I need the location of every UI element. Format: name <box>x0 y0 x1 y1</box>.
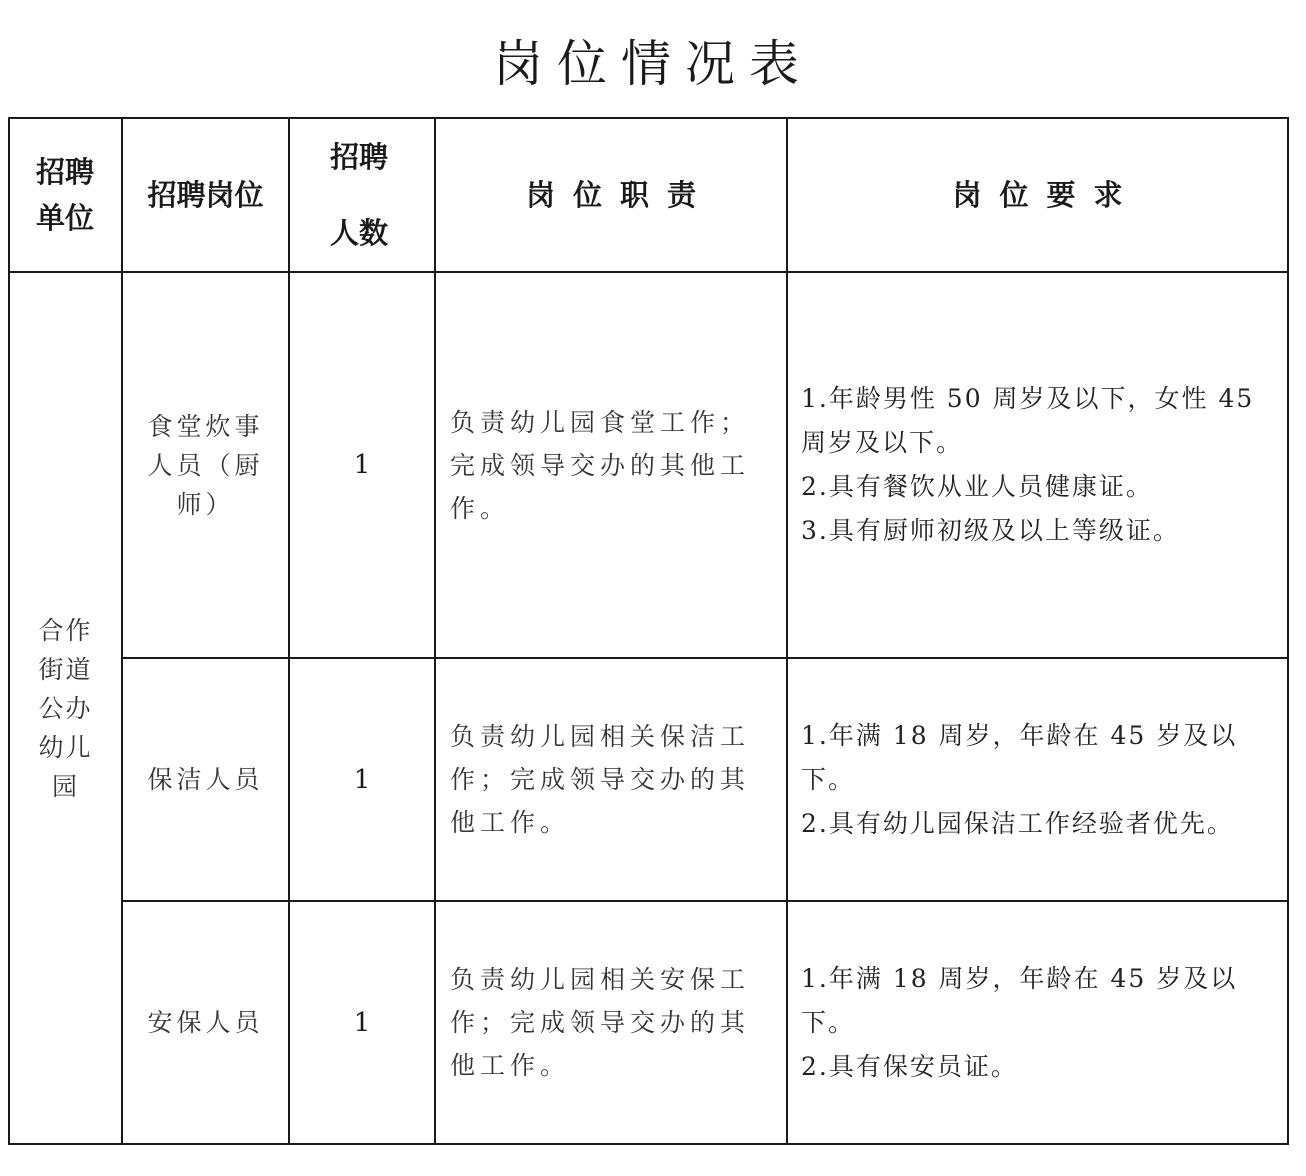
position-cell <box>122 658 289 901</box>
position-name: 保洁人员 <box>147 765 264 794</box>
position-name: 食堂炊事人员（厨师） <box>147 411 264 519</box>
header-unit-line-1: 招聘 <box>36 155 95 189</box>
header-count-line-2: 人数 <box>330 216 389 250</box>
header-position: 招聘岗位 <box>122 118 289 272</box>
requirement-line: 3.具有厨师初级及以上等级证。 <box>801 516 1180 545</box>
requirement-line: 1.年满 18 周岁，年龄在 45 岁及以下。 <box>801 963 1238 1037</box>
requirement-line: 2.具有保安员证。 <box>801 1051 1018 1081</box>
position-cell <box>122 272 289 658</box>
position-name: 安保人员 <box>147 1008 264 1037</box>
table-row <box>9 658 1288 901</box>
duty-line: 负责幼儿园食堂工作； <box>450 407 751 437</box>
unit-name: 合作街道公办幼儿园 <box>38 615 93 801</box>
requirement-line: 1.年满 18 周岁，年龄在 45 岁及以下。 <box>801 720 1238 794</box>
duty-line: 负责幼儿园相关安保工作；完成领导交办的其他工作。 <box>450 965 751 1080</box>
job-table <box>8 117 1289 1145</box>
count-cell: 1 <box>289 658 435 901</box>
duties-cell <box>435 901 787 1144</box>
requirement-line: 2.具有幼儿园保洁工作经验者优先。 <box>801 808 1234 838</box>
unit-cell <box>9 272 122 1144</box>
duty-line: 完成领导交办的其他工作。 <box>450 450 751 523</box>
table-row <box>9 272 1288 658</box>
requirement-line: 1.年龄男性 50 周岁及以下，女性 45 周岁及以下。 <box>801 384 1255 457</box>
requirement-line: 2.具有餐饮从业人员健康证。 <box>801 472 1153 501</box>
header-unit <box>9 118 122 272</box>
count-cell: 1 <box>289 272 435 658</box>
requirements-cell <box>787 901 1288 1144</box>
header-duties: 岗位职责 <box>435 118 787 272</box>
header-count <box>289 118 435 272</box>
requirements-cell <box>787 658 1288 901</box>
page-title: 岗位情况表 <box>493 35 813 93</box>
header-count-line-1: 招聘 <box>330 140 389 174</box>
duty-line: 负责幼儿园相关保洁工作；完成领导交办的其他工作。 <box>450 722 751 837</box>
position-cell <box>122 901 289 1144</box>
table-row <box>9 901 1288 1144</box>
requirements-cell <box>787 272 1288 658</box>
count-cell: 1 <box>289 901 435 1144</box>
header-row <box>9 118 1288 272</box>
header-unit-line-2: 单位 <box>36 201 95 235</box>
duties-cell <box>435 658 787 901</box>
duties-cell <box>435 272 787 658</box>
header-requirements: 岗位要求 <box>787 118 1288 272</box>
